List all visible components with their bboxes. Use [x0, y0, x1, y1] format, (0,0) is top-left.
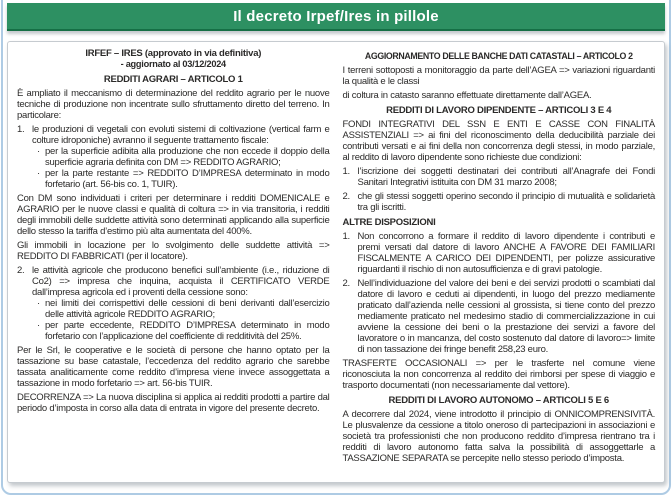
- paragraph: TRASFERTE OCCASIONALI => per le trasferte nel comune viene riconosciuta la non concorrenza al reddito dei rimborsi per spese di viaggio e trasporto documentati (non necessariamente dal vettore).: [342, 358, 655, 391]
- paragraph: Gli immobili in locazione per lo svolgimento delle suddette attività => REDDITO DI FABBRICATI (per il locatore).: [17, 240, 330, 262]
- item-text: le attività agricole che producono benefici sull’ambiente (i.e., riduzione di Co2) => impresa che inquina, acquista il CERTIFICATO VERDE dall’impresa agricola ed i proventi della cessione sono:: [32, 265, 330, 298]
- item-text: l’iscrizione dei soggetti destinatari dei contributi all’Anagrafe dei Fondi Sanitari Integrativi istituita con DM 31 marzo 2008;: [357, 166, 655, 188]
- section-heading: REDDITI AGRARI – ARTICOLO 1: [103, 74, 243, 85]
- item-text: Non concorrono a formare il reddito di lavoro dipendente i contributi e premi versati dal datore di lavoro ANCHE A FAVORE DEI FAMILIARI FISCALMENTE A CARICO DEI DIPENDENTI, per polizze assicurative riguardanti il rischio di non autosufficienza e di gravi patologie.: [357, 231, 655, 275]
- bullet-icon: ·: [37, 146, 40, 157]
- numbered-item: [343, 278, 656, 355]
- bullet-text: per la superficie adibita alla produzione che non eccede il doppio della superficie agraria definita con DM => REDDITO AGRARIO;: [45, 146, 330, 168]
- numbered-item: [17, 124, 330, 190]
- numbered-item: [343, 166, 656, 188]
- bullet-text: nei limiti dei corrispettivi delle cessioni di beni derivanti dall’esercizio delle attività agricole REDDITO AGRARIO;: [45, 298, 330, 320]
- bullet-text: per parte eccedente, REDDITO D’IMPRESA determinato in modo forfetario con l’applicazione del coefficiente di redditività del 25%.: [45, 320, 330, 342]
- item-body: [358, 191, 656, 213]
- item-number: 2.: [342, 278, 350, 289]
- bullet-text: per la parte restante => REDDITO D’IMPRESA determinato in modo forfetario (art. 56-bis co. 1, TUIR).: [45, 168, 330, 190]
- item-body: [358, 231, 656, 275]
- paragraph: Con DM sono individuati i criteri per determinare i redditi DOMENICALE e AGRARIO per le nuove classi e qualità di coltura => in via transitoria, i redditi degli immobili delle suddette attività sono determinati applicando alla superficie dello stesso la tariffa d’estimo più alta aumentata del 400%.: [17, 193, 330, 237]
- item-text: che gli stessi soggetti operino secondo il principio di mutualità e solidarietà tra gli iscritti.: [357, 191, 655, 213]
- item-number: 1.: [17, 124, 25, 135]
- bullet-item: [32, 168, 330, 190]
- paragraph: FONDI INTEGRATIVI DEL SSN E ENTI E CASSE CON FINALITÀ ASSISTENZIALI => ai fini del riconoscimento della deducibilità parziale dei contributi versati e ai fini della non concorrenza degli stessi, in modo parziale, al reddito di lavoro dipendente sono richieste due condizioni:: [342, 119, 655, 163]
- bullet-item: [32, 146, 330, 168]
- section-heading: REDDITI DI LAVORO AUTONOMO – ARTICOLI 5 E 6: [388, 395, 609, 406]
- item-number: 1.: [342, 231, 350, 242]
- paragraph: È ampliato il meccanismo di determinazione del reddito agrario per le nuove tecniche di produzione non incentrate sullo sfruttamento diretto del terreno. In particolare:: [17, 88, 330, 121]
- column-header-line: IRFEF – IRES (approvato in via definitiva): [85, 48, 262, 59]
- bullet-icon: ·: [37, 168, 40, 179]
- item-text: le produzioni di vegetali con evoluti sistemi di coltivazione (vertical farm e colture idroponiche) avranno il seguente trattamento fiscale:: [32, 124, 330, 146]
- numbered-item: [17, 265, 330, 342]
- content-panel: [7, 41, 665, 483]
- section-heading: ALTRE DISPOSIZIONI: [342, 217, 436, 228]
- item-text: Nell’individuazione del valore dei beni e dei servizi prodotti o scambiati dal datore di lavoro e ceduti ai dipendenti, in luogo del prezzo mediamente praticato dall’azienda nelle cessioni al grossista, si tiene conto del prezzo mediamente praticato nel medesimo stadio di commercializzazione in cui avviene la cessione dei beni o la prestazione dei servizi a favore del lavoratore o in mancanza, del costo sostenuto dal datore di lavoro=> limite di non tassazione dei fringe benefit 258,23 euro.: [357, 278, 655, 355]
- item-number: 2.: [342, 191, 350, 202]
- paragraph: di coltura in catasto saranno effettuate direttamente dall’AGEA.: [342, 90, 592, 101]
- column-header-line: - aggiornato al 03/12/2024: [120, 59, 226, 69]
- section-heading: AGGIORNAMENTO DELLE BANCHE DATI CATASTALI – ARTICOLO 2: [364, 51, 633, 61]
- title-banner: [7, 3, 665, 31]
- left-column: [17, 47, 330, 477]
- paragraph: Per le Srl, le cooperative e le società di persone che hanno optato per la tassazione su base catastale, l’eccedenza del reddito agrario che sarebbe tassata analiticamente come reddito d’impresa viene invece assoggettata a tassazione in modo forfetario => art. 56-bis TUIR.: [17, 345, 330, 389]
- bullet-item: [32, 298, 330, 320]
- item-number: 1.: [342, 166, 350, 177]
- paragraph: I terreni sottoposti a monitoraggio da parte dell’AGEA => variazioni riguardanti la qualità e le classi: [342, 65, 655, 87]
- document-title: Il decreto Irpef/Ires in pillole: [233, 7, 439, 25]
- item-body: [358, 166, 656, 188]
- paragraph: A decorrere dal 2024, viene introdotto il principio di ONNICOMPRENSIVITÀ. Le plusvalenze da cessione a titolo oneroso di partecipazioni in associazioni e società tra professionisti che non producono reddito d’impresa rientrano tra i redditi di lavoro autonomo fatta salva la possibilità di assoggettarle a TASSAZIONE SEPARATA se percepite nello stesso periodo d’imposta.: [342, 409, 655, 464]
- item-body: [32, 124, 330, 190]
- paragraph: DECORRENZA => La nuova disciplina si applica ai redditi prodotti a partire dal periodo d’imposta in corso alla data di entrata in vigore del presente decreto.: [17, 392, 330, 414]
- numbered-item: [343, 231, 656, 275]
- bullet-item: [32, 320, 330, 342]
- bullet-icon: ·: [37, 298, 40, 309]
- section-heading: REDDITI DI LAVORO DIPENDENTE – ARTICOLI 3 E 4: [386, 105, 612, 116]
- item-body: [32, 265, 330, 342]
- item-body: [358, 278, 656, 355]
- right-column: [343, 47, 656, 477]
- bullet-icon: ·: [37, 320, 40, 331]
- numbered-item: [343, 191, 656, 213]
- item-number: 2.: [17, 265, 25, 276]
